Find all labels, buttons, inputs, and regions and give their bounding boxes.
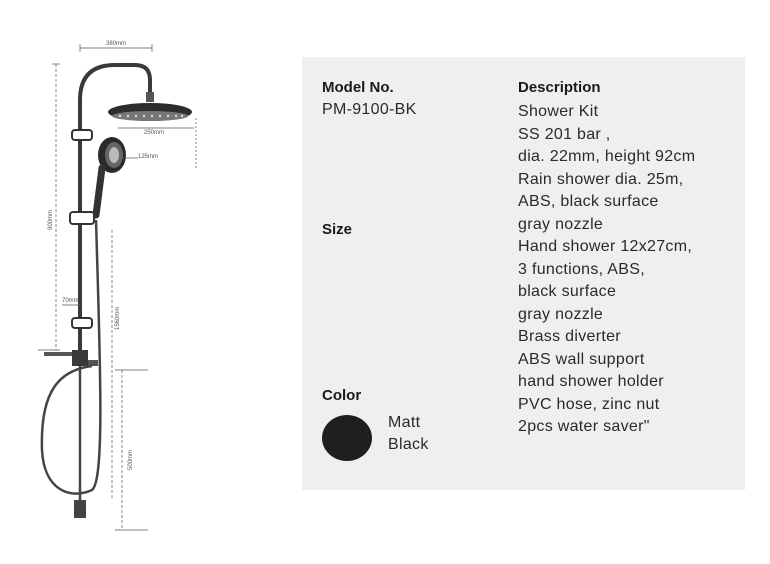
diverter <box>44 350 98 366</box>
description-line: 3 functions, ABS, <box>518 260 645 278</box>
description-line: dia. 22mm, height 92cm <box>518 148 696 165</box>
description-line: Hand shower 12x27cm, <box>518 238 693 255</box>
bottom-nut <box>74 500 86 518</box>
description-line: 2pcs water saver" <box>518 418 650 435</box>
color-label: Color <box>322 387 362 404</box>
description-list <box>518 101 695 439</box>
description-line: PVC hose, zinc nut <box>518 395 660 413</box>
dim-total-height: 1560mm <box>115 306 121 330</box>
description-line: Rain shower dia. 25m, <box>518 170 684 188</box>
dim-lower-height: 500mm <box>128 449 134 470</box>
spec-panel <box>302 57 745 490</box>
shower-diagram-svg <box>20 30 290 550</box>
description-line: Brass diverter <box>518 328 621 345</box>
size-label: Size <box>322 221 353 238</box>
description-label: Description <box>518 79 601 96</box>
color-value-line2: Black <box>388 436 429 453</box>
model-value: PM-9100-BK <box>322 101 417 118</box>
dim-head-dia: 250mm <box>144 130 165 136</box>
description-line: gray nozzle <box>518 215 604 233</box>
upper-bar-clamp <box>72 130 92 140</box>
color-swatch <box>322 415 372 461</box>
description-line: hand shower holder <box>518 373 664 390</box>
color-value-line1: Matt <box>388 414 421 431</box>
dim-top-width: 380mm <box>106 41 127 47</box>
rain-shower-head <box>108 92 192 121</box>
dim-holder-offset: 70mm <box>62 298 79 304</box>
hand-shower <box>96 137 126 215</box>
color-value <box>388 412 429 456</box>
description-line: SS 201 bar , <box>518 125 611 143</box>
model-label: Model No. <box>322 79 394 96</box>
wall-support <box>72 318 92 328</box>
description-line: ABS wall support <box>518 350 645 368</box>
description-line: gray nozzle <box>518 305 604 323</box>
hand-shower-slider <box>70 212 94 224</box>
description-line: black surface <box>518 283 617 300</box>
shower-technical-drawing <box>20 30 290 550</box>
dim-hand-offset: 125mm <box>138 154 159 160</box>
dim-bar-height: 900mm <box>48 209 54 230</box>
description-line: ABS, black surface <box>518 193 659 210</box>
description-line: Shower Kit <box>518 103 599 120</box>
